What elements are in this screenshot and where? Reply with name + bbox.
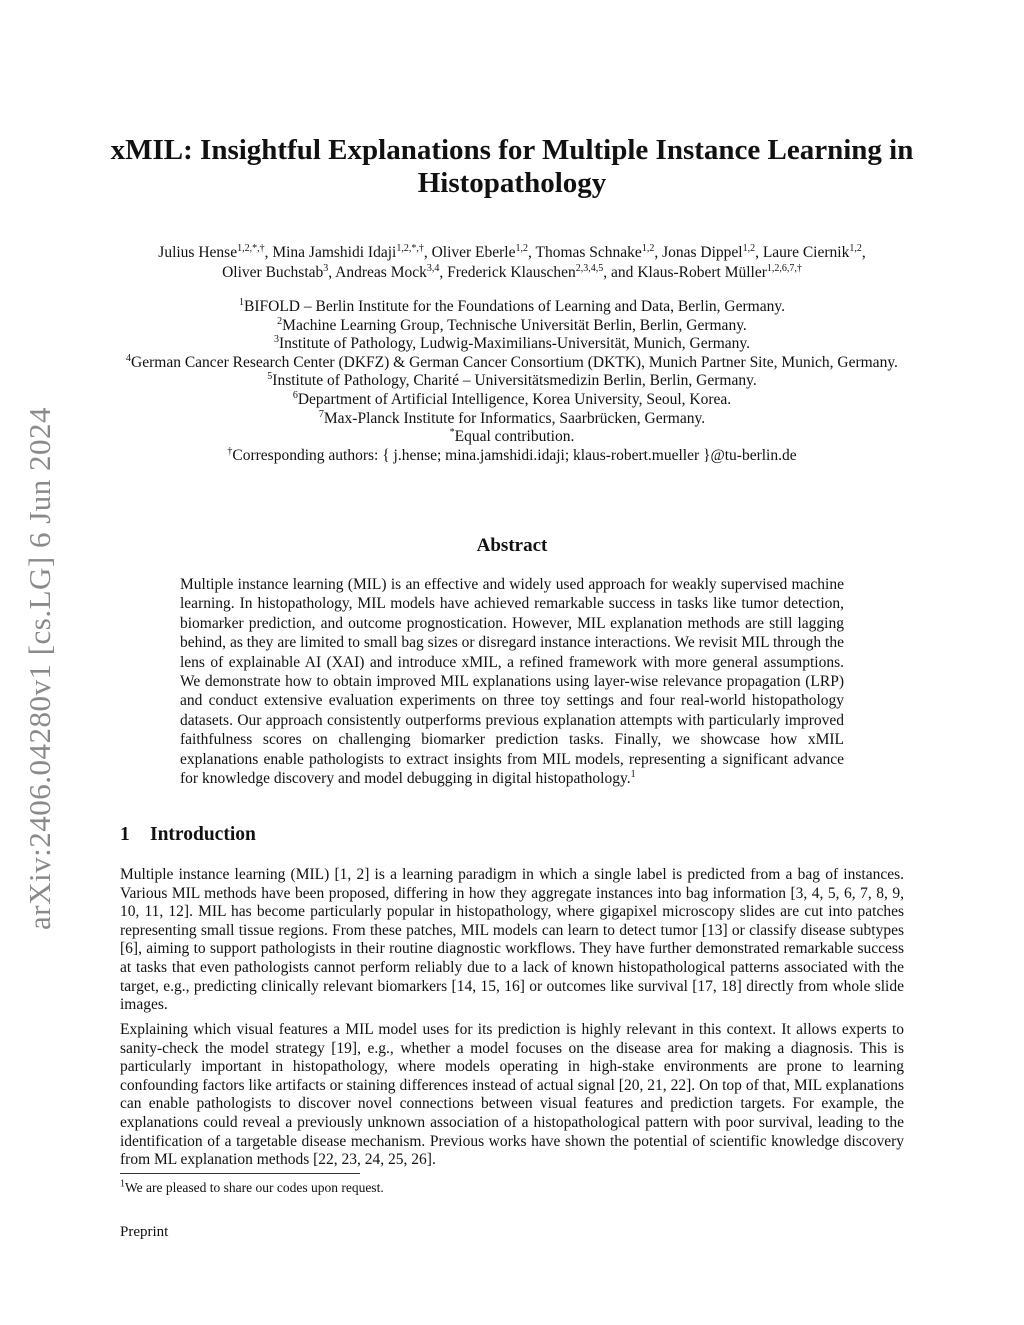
affiliation-list (110, 298, 914, 465)
author-affiliation-marks: 3 (323, 262, 329, 274)
author-affiliation-marks: 1,2,6,7,† (766, 262, 802, 274)
author-affiliation-marks: 3,4 (426, 262, 440, 274)
affiliation-item (110, 354, 914, 373)
author-name: Mina Jamshidi Idaji (272, 244, 397, 261)
affiliation-mark: 6 (292, 389, 298, 401)
section-title: Introduction (150, 824, 256, 845)
author-affiliation-marks: 1,2 (515, 242, 528, 254)
abstract-heading: Abstract (476, 535, 548, 556)
author (158, 244, 272, 261)
abstract-body (180, 575, 844, 788)
section-number: 1 (120, 824, 130, 845)
affiliation-item (110, 391, 914, 410)
affiliation-item (110, 335, 914, 354)
affiliation-text: Institute of Pathology, Ludwig-Maximilians-Universität, Munich, Germany. (278, 335, 751, 353)
section-heading (120, 824, 256, 846)
author (763, 244, 866, 261)
affiliation-item (110, 428, 914, 447)
author-name: Laure Ciernik (762, 244, 850, 261)
author (637, 264, 802, 281)
author-separator: , (528, 244, 536, 261)
author (272, 244, 431, 261)
footnote-mark: 1 (120, 1178, 125, 1190)
abstract-footnote-mark: 1 (630, 768, 636, 780)
affiliation-text: BIFOLD – Berlin Institute for the Foundations of Learning and Data, Berlin, Germany. (244, 298, 785, 315)
paper-title-line-1: xMIL: Insightful Explanations for Multiple Instance Learning in (110, 134, 914, 166)
author (662, 244, 763, 261)
author-name: Oliver Buchstab (222, 264, 324, 281)
affiliation-item (110, 372, 914, 391)
author (432, 244, 536, 261)
author (535, 244, 662, 261)
affiliation-text: Department of Artificial Intelligence, Korea University, Seoul, Korea. (297, 390, 732, 408)
author-name: Jonas Dippel (662, 244, 743, 261)
affiliation-mark: 5 (267, 371, 273, 383)
author-separator: , (423, 244, 432, 261)
author-affiliation-marks: 1,2 (849, 242, 862, 254)
affiliation-mark: 4 (126, 352, 132, 364)
author-name: Klaus-Robert Müller (637, 264, 767, 281)
affiliation-text: Machine Learning Group, Technische Universität Berlin, Berlin, Germany. (282, 316, 747, 334)
author-affiliation-marks: 1,2 (641, 242, 655, 254)
footnote (120, 1180, 384, 1196)
affiliation-mark: 2 (277, 315, 283, 327)
author (222, 264, 335, 281)
author-list (110, 243, 914, 283)
affiliation-item (110, 410, 914, 429)
affiliation-text: Equal contribution. (454, 428, 575, 446)
arxiv-identifier-stamp: arXiv:2406.04280v1 [cs.LG] 6 Jun 2024 (22, 406, 57, 930)
affiliation-item (110, 298, 914, 317)
author (335, 264, 447, 281)
author-separator: , (264, 244, 273, 261)
body-paragraph-2: Explaining which visual features a MIL model uses for its prediction is highly relevant in this context. It allows experts to sanity-check the model strategy [19], e.g., whether a model focuses on the disease area for making a diagnosis. This is particularly important in histopathology, where models operating in high-stake environments are prone to learning confounding factors like artifacts or staining differences instead of actual signal [20, 21, 22]. On top of that, MIL explanations can enable pathologists to discover novel connections between visual features and prediction targets. For example, the explanations could reveal a previously unknown association of a histopathological pattern with poor survival, leading to the identification of a targetable disease mechanism. Previous works have shown the potential of scientific knowledge discovery from ML explanation methods [22, 23, 24, 25, 26]. (120, 1021, 904, 1169)
author-affiliation-marks: 1,2,*,† (396, 242, 424, 254)
affiliation-text: Max-Planck Institute for Informatics, Saarbrücken, Germany. (323, 409, 706, 427)
author (447, 264, 637, 281)
author-name: Frederick Klauschen (447, 264, 576, 281)
author-affiliation-marks: 1,2 (742, 242, 756, 254)
affiliation-text: Institute of Pathology, Charité – Universitätsmedizin Berlin, Berlin, Germany. (272, 372, 757, 390)
author-separator: , (328, 264, 336, 281)
author-name: Julius Hense (158, 244, 238, 261)
page-footer: Preprint (120, 1224, 169, 1240)
footnote-text: We are pleased to share our codes upon request. (125, 1180, 384, 1195)
author-separator: , (654, 244, 663, 261)
abstract-text: Multiple instance learning (MIL) is an effective and widely used approach for weakly supervised machine learning. In histopathology, MIL models have achieved remarkable success in tasks like tumor detection, biomarker prediction, and outcome prognostication. However, MIL explanation methods are still lagging behind, as they are limited to small bag sizes or disregard instance interactions. We revisit MIL through the lens of explainable AI (XAI) and introduce xMIL, a refined framework with more general assumptions. We demonstrate how to obtain improved MIL explanations using layer-wise relevance propagation (LRP) and conduct extensive evaluation experiments on three toy settings and four real-world histopathology datasets. Our approach consistently outperforms previous explanation attempts with particularly improved faithfulness scores on challenging biomarker prediction tasks. Finally, we showcase how xMIL explanations enable pathologists to extract insights from MIL models, representing a significant advance for knowledge discovery and model debugging in digital histopathology. (180, 576, 844, 788)
author-name: Oliver Eberle (431, 244, 516, 261)
author-affiliation-marks: 2,3,4,5 (575, 262, 604, 274)
author-separator: , (439, 264, 448, 281)
affiliation-mark: * (449, 427, 455, 438)
paper-title (100, 134, 924, 200)
author-name: Andreas Mock (335, 264, 427, 281)
affiliation-item (110, 447, 914, 466)
author-name: Thomas Schnake (535, 244, 642, 261)
affiliation-text: Corresponding authors: { j.hense; mina.jamshidi.idaji; klaus-robert.mueller }@tu-berlin.de (232, 446, 797, 464)
author-affiliation-marks: 1,2,*,† (237, 242, 265, 254)
footnote-divider (120, 1173, 360, 1174)
body-paragraph-1: Multiple instance learning (MIL) [1, 2] is a learning paradigm in which a single label is predicted from a bag of instances. Various MIL methods have been proposed, differing in how they aggregate instances into bag information [3, 4, 5, 6, 7, 8, 9, 10, 11, 12]. MIL has become particularly popular in histopathology, where gigapixel microscopy slides are cut into patches representing small tissue regions. From these patches, MIL models can learn to detect tumor [13] or classify disease subtypes [6], aiming to support pathologists in their routine diagnostic workflows. They have further demonstrated remarkable success at tasks that even pathologists cannot perform reliably due to a lack of known histopathological patterns associated with the target, e.g., predicting clinically relevant biomarkers [14, 15, 16] or outcomes like survival [17, 18] directly from whole slide images. (120, 866, 904, 1014)
affiliation-mark: 1 (239, 296, 245, 308)
author-separator: , (755, 244, 763, 261)
affiliation-item (110, 317, 914, 336)
affiliation-mark: † (227, 445, 233, 457)
author-separator: , (861, 244, 866, 261)
paper-title-line-2: Histopathology (417, 167, 607, 199)
affiliation-mark: 7 (318, 408, 324, 420)
affiliation-text: German Cancer Research Center (DKFZ) & German Cancer Consortium (DKTK), Munich Partner Site, Munich, Germany. (131, 353, 898, 371)
affiliation-mark: 3 (273, 334, 279, 346)
author-separator: , and (603, 264, 638, 281)
